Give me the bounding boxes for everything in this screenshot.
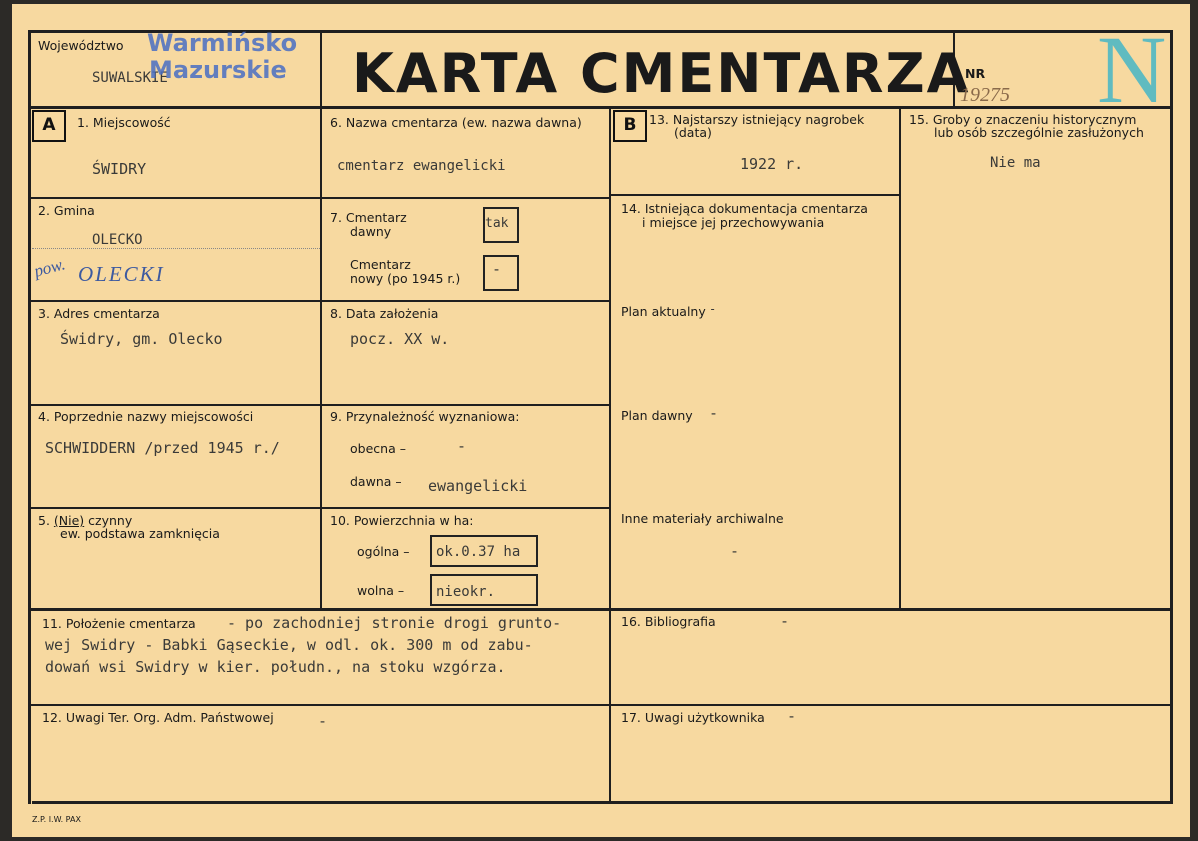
f5-number: 5. xyxy=(38,513,54,528)
row-line-1 xyxy=(28,197,610,199)
f9-obecna-value: - xyxy=(457,437,467,455)
row-line-6 xyxy=(28,704,1173,706)
f11-line3: dowań wsi Swidry w kier. połudn., na stoku wzgórza. xyxy=(45,658,506,676)
row-line-5 xyxy=(28,608,1173,611)
f6-label: 6. Nazwa cmentarza (ew. nazwa dawna) xyxy=(330,115,582,130)
f1-label: 1. Miejscowość xyxy=(77,115,171,130)
f2-value: OLECKO xyxy=(92,232,143,248)
plan-dawny-value: - xyxy=(709,404,719,422)
f3-label: 3. Adres cmentarza xyxy=(38,306,160,321)
f5-czynny: czynny xyxy=(84,513,133,528)
f11-line2: wej Swidry - Babki Gąseckie, w odl. ok. 300 m od zabu- xyxy=(45,636,533,654)
f6-value: cmentarz ewangelicki xyxy=(337,158,506,174)
f10-wolna-value: nieokr. xyxy=(436,584,496,600)
col-divider-3 xyxy=(899,108,901,609)
f9-obecna-label: obecna – xyxy=(350,441,406,456)
f7b-value: - xyxy=(492,260,502,278)
f2-pow-handwritten: pow. xyxy=(31,254,68,281)
f11-label: 11. Położenie cmentarza xyxy=(42,616,196,631)
gmina-separator xyxy=(32,248,320,249)
nr-value: 19275 xyxy=(960,84,1010,106)
frame-left xyxy=(28,30,31,804)
f15-label-1: 15. Groby o znaczeniu historycznym xyxy=(909,112,1137,127)
f9-dawna-value: ewangelicki xyxy=(428,477,528,495)
f17-label: 17. Uwagi użytkownika xyxy=(621,710,765,725)
header-divider-left xyxy=(320,30,322,109)
f5-nie: (Nie) xyxy=(53,513,85,528)
col-divider-2 xyxy=(609,108,611,802)
f5-sub: ew. podstawa zamknięcia xyxy=(60,526,220,541)
col-divider-1 xyxy=(320,108,322,609)
f4-label: 4. Poprzednie nazwy miejscowości xyxy=(38,409,254,424)
f16-label: 16. Bibliografia xyxy=(621,614,716,629)
f13-value: 1922 r. xyxy=(740,155,804,173)
wojewodztwo-stamp-line1: Warmińsko xyxy=(147,29,298,57)
f7a-value: tak xyxy=(485,216,509,231)
f10-ogolna-label: ogólna – xyxy=(357,544,410,559)
section-a-box: A xyxy=(32,110,66,142)
row-line-3 xyxy=(28,404,610,406)
f17-value: - xyxy=(787,707,797,725)
f10-label: 10. Powierzchnia w ha: xyxy=(330,513,474,528)
plan-aktualny-label: Plan aktualny xyxy=(621,304,706,319)
f8-label: 8. Data założenia xyxy=(330,306,439,321)
cemetery-record-card xyxy=(12,4,1190,837)
f14-label-1: 14. Istniejąca dokumentacja cmentarza xyxy=(621,201,868,216)
row-line-4 xyxy=(28,507,610,509)
wojewodztwo-label: Województwo xyxy=(38,38,124,53)
f15-label-2: lub osób szczególnie zasłużonych xyxy=(934,125,1144,140)
f14-label-2: i miejsce jej przechowywania xyxy=(642,215,825,230)
plan-dawny-label: Plan dawny xyxy=(621,408,693,423)
f2-label: 2. Gmina xyxy=(38,203,95,218)
f8-value: pocz. XX w. xyxy=(350,330,450,348)
nr-letter-marker: N xyxy=(1097,16,1167,123)
f7b-label-1: Cmentarz xyxy=(350,257,411,272)
f13-label-1: 13. Najstarszy istniejący nagrobek xyxy=(649,112,865,127)
nr-label: NR xyxy=(965,66,986,81)
wojewodztwo-typed: SUWALSKIE xyxy=(92,70,168,86)
f7a-label-1: 7. Cmentarz xyxy=(330,210,407,225)
printer-footer: Z.P. I.W. PAX xyxy=(32,815,81,824)
card-title: KARTA CMENTARZA xyxy=(352,42,971,105)
section-b-box: B xyxy=(613,110,647,142)
frame-right xyxy=(1170,30,1173,804)
row-line-2 xyxy=(28,300,610,302)
frame-bottom xyxy=(32,801,1173,804)
f3-value: Świdry, gm. Olecko xyxy=(60,330,223,348)
row-line-col3 xyxy=(610,194,900,196)
plan-aktualny-value: - xyxy=(709,302,717,316)
f13-label-2: (data) xyxy=(674,125,712,140)
f10-wolna-label: wolna – xyxy=(357,583,405,598)
f4-value: SCHWIDDERN /przed 1945 r./ xyxy=(45,439,280,457)
f7a-label-2: dawny xyxy=(350,224,392,239)
f9-label: 9. Przynależność wyznaniowa: xyxy=(330,409,520,424)
f11-line1: - po zachodniej stronie drogi grunto- xyxy=(227,614,562,632)
f10-ogolna-value: ok.0.37 ha xyxy=(436,544,521,560)
f12-value: - xyxy=(318,712,328,730)
f7b-label-2: nowy (po 1945 r.) xyxy=(350,271,461,286)
f12-label: 12. Uwagi Ter. Org. Adm. Państwowej xyxy=(42,710,274,725)
f9-dawna-label: dawna – xyxy=(350,474,402,489)
wojewodztwo-stamp-line2: Mazurskie xyxy=(149,56,287,84)
f16-value: - xyxy=(780,612,790,630)
f15-value: Nie ma xyxy=(990,155,1041,171)
inne-materialy-label: Inne materiały archiwalne xyxy=(621,511,784,526)
f1-value: ŚWIDRY xyxy=(92,160,147,178)
inne-materialy-value: - xyxy=(730,542,740,560)
f2-pow-value: OLECKI xyxy=(78,262,165,286)
